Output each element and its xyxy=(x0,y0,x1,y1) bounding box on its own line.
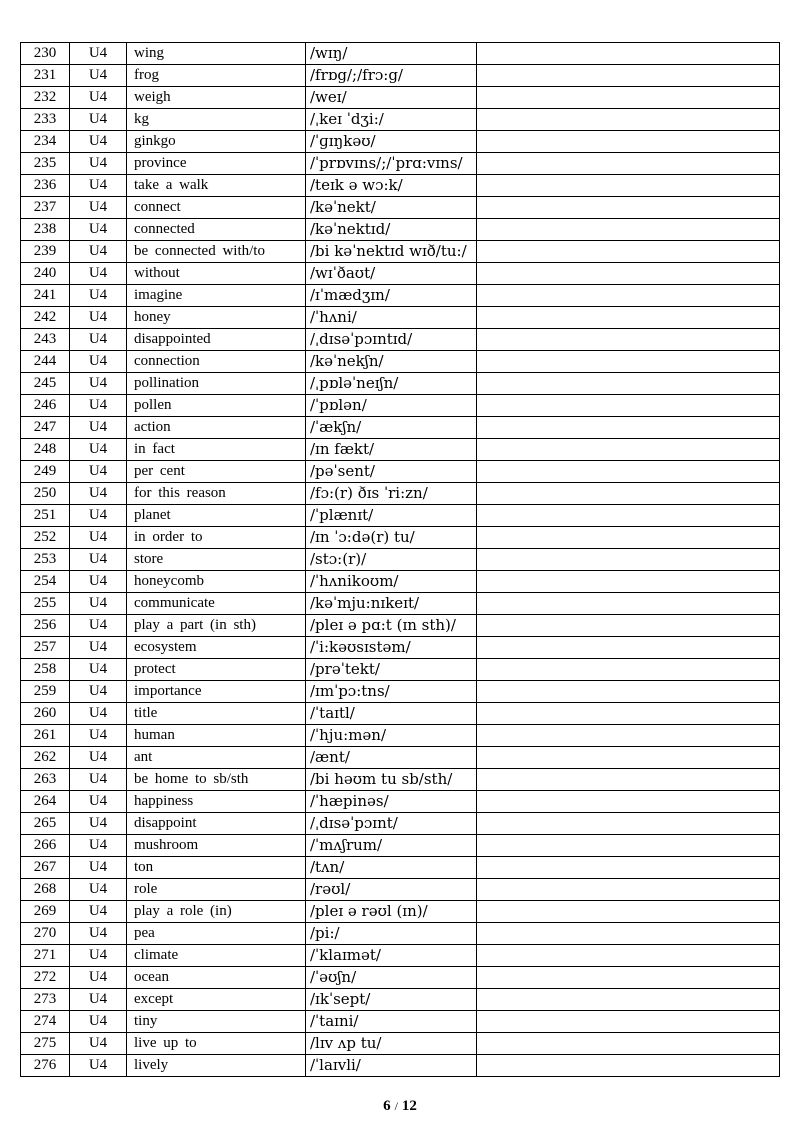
unit-cell: U4 xyxy=(70,241,127,263)
vocabulary-table xyxy=(20,42,780,1077)
word-cell: action xyxy=(127,417,306,439)
entry-number-cell: 269 xyxy=(21,901,70,923)
notes-cell xyxy=(477,1033,780,1055)
notes-cell xyxy=(477,857,780,879)
phonetic-cell: /ænt/ xyxy=(306,747,477,769)
unit-cell: U4 xyxy=(70,813,127,835)
phonetic-cell: /ˈhæpinəs/ xyxy=(306,791,477,813)
table-row xyxy=(21,241,780,263)
word-cell: play a part (in sth) xyxy=(127,615,306,637)
notes-cell xyxy=(477,923,780,945)
notes-cell xyxy=(477,197,780,219)
unit-cell: U4 xyxy=(70,1055,127,1077)
phonetic-cell: /ˈhʌni/ xyxy=(306,307,477,329)
entry-number-cell: 270 xyxy=(21,923,70,945)
table-row xyxy=(21,659,780,681)
entry-number-cell: 241 xyxy=(21,285,70,307)
table-row xyxy=(21,923,780,945)
entry-number-cell: 257 xyxy=(21,637,70,659)
entry-number-cell: 266 xyxy=(21,835,70,857)
entry-number-cell: 273 xyxy=(21,989,70,1011)
word-cell: planet xyxy=(127,505,306,527)
unit-cell: U4 xyxy=(70,329,127,351)
word-cell: pea xyxy=(127,923,306,945)
unit-cell: U4 xyxy=(70,153,127,175)
unit-cell: U4 xyxy=(70,1033,127,1055)
current-page-number: 6 xyxy=(383,1098,391,1114)
word-cell: take a walk xyxy=(127,175,306,197)
unit-cell: U4 xyxy=(70,175,127,197)
table-row xyxy=(21,747,780,769)
entry-number-cell: 249 xyxy=(21,461,70,483)
notes-cell xyxy=(477,219,780,241)
phonetic-cell: /ˈtaɪni/ xyxy=(306,1011,477,1033)
word-cell: climate xyxy=(127,945,306,967)
table-row xyxy=(21,879,780,901)
word-cell: be connected with/to xyxy=(127,241,306,263)
phonetic-cell: /ˌkeɪ ˈdʒi:/ xyxy=(306,109,477,131)
unit-cell: U4 xyxy=(70,967,127,989)
table-row xyxy=(21,901,780,923)
unit-cell: U4 xyxy=(70,549,127,571)
word-cell: imagine xyxy=(127,285,306,307)
entry-number-cell: 238 xyxy=(21,219,70,241)
unit-cell: U4 xyxy=(70,483,127,505)
entry-number-cell: 255 xyxy=(21,593,70,615)
entry-number-cell: 248 xyxy=(21,439,70,461)
unit-cell: U4 xyxy=(70,43,127,65)
notes-cell xyxy=(477,109,780,131)
unit-cell: U4 xyxy=(70,505,127,527)
notes-cell xyxy=(477,373,780,395)
word-cell: ton xyxy=(127,857,306,879)
word-cell: connected xyxy=(127,219,306,241)
notes-cell xyxy=(477,637,780,659)
unit-cell: U4 xyxy=(70,439,127,461)
notes-cell xyxy=(477,87,780,109)
word-cell: honey xyxy=(127,307,306,329)
phonetic-cell: /stɔ:(r)/ xyxy=(306,549,477,571)
word-cell: ocean xyxy=(127,967,306,989)
notes-cell xyxy=(477,351,780,373)
word-cell: store xyxy=(127,549,306,571)
phonetic-cell: /ˌpɒləˈneɪʃn/ xyxy=(306,373,477,395)
phonetic-cell: /weɪ/ xyxy=(306,87,477,109)
unit-cell: U4 xyxy=(70,747,127,769)
word-cell: tiny xyxy=(127,1011,306,1033)
table-row xyxy=(21,417,780,439)
notes-cell xyxy=(477,483,780,505)
word-cell: ginkgo xyxy=(127,131,306,153)
entry-number-cell: 256 xyxy=(21,615,70,637)
unit-cell: U4 xyxy=(70,417,127,439)
word-cell: communicate xyxy=(127,593,306,615)
unit-cell: U4 xyxy=(70,527,127,549)
entry-number-cell: 267 xyxy=(21,857,70,879)
word-cell: ant xyxy=(127,747,306,769)
unit-cell: U4 xyxy=(70,307,127,329)
entry-number-cell: 237 xyxy=(21,197,70,219)
notes-cell xyxy=(477,505,780,527)
phonetic-cell: /lɪv ʌp tu/ xyxy=(306,1033,477,1055)
word-cell: pollen xyxy=(127,395,306,417)
notes-cell xyxy=(477,945,780,967)
phonetic-cell: /bi kəˈnektɪd wɪð/tu:/ xyxy=(306,241,477,263)
entry-number-cell: 230 xyxy=(21,43,70,65)
notes-cell xyxy=(477,285,780,307)
phonetic-cell: /ˈhju:mən/ xyxy=(306,725,477,747)
table-row xyxy=(21,285,780,307)
unit-cell: U4 xyxy=(70,87,127,109)
phonetic-cell: /teɪk ə wɔ:k/ xyxy=(306,175,477,197)
entry-number-cell: 263 xyxy=(21,769,70,791)
entry-number-cell: 243 xyxy=(21,329,70,351)
table-row xyxy=(21,219,780,241)
word-cell: play a role (in) xyxy=(127,901,306,923)
word-cell: in fact xyxy=(127,439,306,461)
word-cell: connection xyxy=(127,351,306,373)
entry-number-cell: 271 xyxy=(21,945,70,967)
phonetic-cell: /ˈpɒlən/ xyxy=(306,395,477,417)
phonetic-cell: /tʌn/ xyxy=(306,857,477,879)
notes-cell xyxy=(477,43,780,65)
unit-cell: U4 xyxy=(70,945,127,967)
entry-number-cell: 246 xyxy=(21,395,70,417)
unit-cell: U4 xyxy=(70,989,127,1011)
notes-cell xyxy=(477,307,780,329)
unit-cell: U4 xyxy=(70,769,127,791)
phonetic-cell: /ˈlaɪvli/ xyxy=(306,1055,477,1077)
phonetic-cell: /wɪŋ/ xyxy=(306,43,477,65)
phonetic-cell: /pleɪ ə rəʊl (ɪn)/ xyxy=(306,901,477,923)
unit-cell: U4 xyxy=(70,131,127,153)
table-row xyxy=(21,373,780,395)
notes-cell xyxy=(477,615,780,637)
notes-cell xyxy=(477,65,780,87)
word-cell: lively xyxy=(127,1055,306,1077)
phonetic-cell: /ˈplænɪt/ xyxy=(306,505,477,527)
phonetic-cell: /ɪn ˈɔ:də(r) tu/ xyxy=(306,527,477,549)
phonetic-cell: /ˈmʌʃrum/ xyxy=(306,835,477,857)
notes-cell xyxy=(477,769,780,791)
phonetic-cell: /kəˈmju:nɪkeɪt/ xyxy=(306,593,477,615)
table-row xyxy=(21,505,780,527)
table-row xyxy=(21,813,780,835)
table-row xyxy=(21,439,780,461)
word-cell: in order to xyxy=(127,527,306,549)
phonetic-cell: /ˈtaɪtl/ xyxy=(306,703,477,725)
vocabulary-table-body xyxy=(21,43,780,1077)
entry-number-cell: 272 xyxy=(21,967,70,989)
phonetic-cell: /ˌdɪsəˈpɔɪntɪd/ xyxy=(306,329,477,351)
table-row xyxy=(21,263,780,285)
entry-number-cell: 232 xyxy=(21,87,70,109)
entry-number-cell: 231 xyxy=(21,65,70,87)
unit-cell: U4 xyxy=(70,197,127,219)
notes-cell xyxy=(477,835,780,857)
unit-cell: U4 xyxy=(70,395,127,417)
unit-cell: U4 xyxy=(70,1011,127,1033)
notes-cell xyxy=(477,813,780,835)
table-row xyxy=(21,769,780,791)
unit-cell: U4 xyxy=(70,65,127,87)
table-row xyxy=(21,1055,780,1077)
notes-cell xyxy=(477,725,780,747)
unit-cell: U4 xyxy=(70,791,127,813)
phonetic-cell: /ˈklaɪmət/ xyxy=(306,945,477,967)
table-row xyxy=(21,197,780,219)
table-row xyxy=(21,571,780,593)
table-row xyxy=(21,593,780,615)
entry-number-cell: 274 xyxy=(21,1011,70,1033)
notes-cell xyxy=(477,329,780,351)
unit-cell: U4 xyxy=(70,263,127,285)
unit-cell: U4 xyxy=(70,351,127,373)
notes-cell xyxy=(477,1055,780,1077)
notes-cell xyxy=(477,593,780,615)
phonetic-cell: /ˈi:kəʊsɪstəm/ xyxy=(306,637,477,659)
entry-number-cell: 253 xyxy=(21,549,70,571)
notes-cell xyxy=(477,791,780,813)
phonetic-cell: /ˈɡɪŋkəʊ/ xyxy=(306,131,477,153)
phonetic-cell: /rəʊl/ xyxy=(306,879,477,901)
word-cell: wing xyxy=(127,43,306,65)
notes-cell xyxy=(477,549,780,571)
table-row xyxy=(21,43,780,65)
notes-cell xyxy=(477,747,780,769)
entry-number-cell: 259 xyxy=(21,681,70,703)
notes-cell xyxy=(477,571,780,593)
notes-cell xyxy=(477,131,780,153)
notes-cell xyxy=(477,681,780,703)
table-row xyxy=(21,461,780,483)
unit-cell: U4 xyxy=(70,571,127,593)
word-cell: happiness xyxy=(127,791,306,813)
word-cell: mushroom xyxy=(127,835,306,857)
word-cell: protect xyxy=(127,659,306,681)
entry-number-cell: 239 xyxy=(21,241,70,263)
unit-cell: U4 xyxy=(70,681,127,703)
word-cell: disappointed xyxy=(127,329,306,351)
entry-number-cell: 234 xyxy=(21,131,70,153)
notes-cell xyxy=(477,439,780,461)
table-row xyxy=(21,395,780,417)
word-cell: human xyxy=(127,725,306,747)
table-row xyxy=(21,725,780,747)
table-row xyxy=(21,945,780,967)
entry-number-cell: 235 xyxy=(21,153,70,175)
word-cell: honeycomb xyxy=(127,571,306,593)
phonetic-cell: /ɪn fækt/ xyxy=(306,439,477,461)
notes-cell xyxy=(477,967,780,989)
table-row xyxy=(21,307,780,329)
entry-number-cell: 251 xyxy=(21,505,70,527)
notes-cell xyxy=(477,1011,780,1033)
word-cell: without xyxy=(127,263,306,285)
entry-number-cell: 261 xyxy=(21,725,70,747)
notes-cell xyxy=(477,395,780,417)
notes-cell xyxy=(477,263,780,285)
table-row xyxy=(21,483,780,505)
entry-number-cell: 252 xyxy=(21,527,70,549)
entry-number-cell: 264 xyxy=(21,791,70,813)
unit-cell: U4 xyxy=(70,461,127,483)
unit-cell: U4 xyxy=(70,901,127,923)
table-row xyxy=(21,967,780,989)
entry-number-cell: 254 xyxy=(21,571,70,593)
phonetic-cell: /ˈprɒvɪns/;/ˈprɑ:vɪns/ xyxy=(306,153,477,175)
entry-number-cell: 265 xyxy=(21,813,70,835)
table-row xyxy=(21,857,780,879)
phonetic-cell: /frɒg/;/frɔ:g/ xyxy=(306,65,477,87)
word-cell: be home to sb/sth xyxy=(127,769,306,791)
notes-cell xyxy=(477,153,780,175)
entry-number-cell: 242 xyxy=(21,307,70,329)
notes-cell xyxy=(477,527,780,549)
table-row xyxy=(21,351,780,373)
word-cell: kg xyxy=(127,109,306,131)
word-cell: importance xyxy=(127,681,306,703)
notes-cell xyxy=(477,461,780,483)
unit-cell: U4 xyxy=(70,923,127,945)
phonetic-cell: /prəˈtekt/ xyxy=(306,659,477,681)
notes-cell xyxy=(477,175,780,197)
word-cell: frog xyxy=(127,65,306,87)
table-row xyxy=(21,175,780,197)
phonetic-cell: /pleɪ ə pɑ:t (ɪn sth)/ xyxy=(306,615,477,637)
unit-cell: U4 xyxy=(70,879,127,901)
entry-number-cell: 233 xyxy=(21,109,70,131)
table-row xyxy=(21,989,780,1011)
phonetic-cell: /wɪˈðaʊt/ xyxy=(306,263,477,285)
table-row xyxy=(21,87,780,109)
word-cell: pollination xyxy=(127,373,306,395)
table-row xyxy=(21,65,780,87)
entry-number-cell: 245 xyxy=(21,373,70,395)
table-row xyxy=(21,835,780,857)
phonetic-cell: /kəˈnektɪd/ xyxy=(306,219,477,241)
word-cell: ecosystem xyxy=(127,637,306,659)
entry-number-cell: 258 xyxy=(21,659,70,681)
phonetic-cell: /fɔ:(r) ðɪs ˈri:zn/ xyxy=(306,483,477,505)
word-cell: per cent xyxy=(127,461,306,483)
page-separator: / xyxy=(394,1099,398,1113)
unit-cell: U4 xyxy=(70,703,127,725)
table-row xyxy=(21,1033,780,1055)
entry-number-cell: 240 xyxy=(21,263,70,285)
phonetic-cell: /ɪˈmædʒɪn/ xyxy=(306,285,477,307)
word-cell: except xyxy=(127,989,306,1011)
unit-cell: U4 xyxy=(70,659,127,681)
notes-cell xyxy=(477,901,780,923)
entry-number-cell: 275 xyxy=(21,1033,70,1055)
notes-cell xyxy=(477,241,780,263)
table-row xyxy=(21,791,780,813)
phonetic-cell: /ˈəʊʃn/ xyxy=(306,967,477,989)
unit-cell: U4 xyxy=(70,285,127,307)
table-row xyxy=(21,131,780,153)
notes-cell xyxy=(477,659,780,681)
page-indicator xyxy=(0,1098,800,1115)
entry-number-cell: 247 xyxy=(21,417,70,439)
total-page-count: 12 xyxy=(401,1098,417,1114)
notes-cell xyxy=(477,879,780,901)
phonetic-cell: /ɪkˈsept/ xyxy=(306,989,477,1011)
table-row xyxy=(21,1011,780,1033)
phonetic-cell: /ˈhʌnikoʊm/ xyxy=(306,571,477,593)
phonetic-cell: /ˌdɪsəˈpɔɪnt/ xyxy=(306,813,477,835)
word-cell: disappoint xyxy=(127,813,306,835)
table-row xyxy=(21,615,780,637)
unit-cell: U4 xyxy=(70,109,127,131)
phonetic-cell: /kəˈnekʃn/ xyxy=(306,351,477,373)
notes-cell xyxy=(477,989,780,1011)
phonetic-cell: /ˈækʃn/ xyxy=(306,417,477,439)
phonetic-cell: /ɪmˈpɔ:tns/ xyxy=(306,681,477,703)
phonetic-cell: /kəˈnekt/ xyxy=(306,197,477,219)
notes-cell xyxy=(477,703,780,725)
entry-number-cell: 250 xyxy=(21,483,70,505)
unit-cell: U4 xyxy=(70,637,127,659)
table-row xyxy=(21,527,780,549)
table-row xyxy=(21,703,780,725)
entry-number-cell: 268 xyxy=(21,879,70,901)
entry-number-cell: 276 xyxy=(21,1055,70,1077)
word-cell: for this reason xyxy=(127,483,306,505)
phonetic-cell: /pi:/ xyxy=(306,923,477,945)
table-row xyxy=(21,681,780,703)
word-cell: province xyxy=(127,153,306,175)
word-cell: title xyxy=(127,703,306,725)
unit-cell: U4 xyxy=(70,857,127,879)
phonetic-cell: /pəˈsent/ xyxy=(306,461,477,483)
table-row xyxy=(21,637,780,659)
word-cell: role xyxy=(127,879,306,901)
unit-cell: U4 xyxy=(70,615,127,637)
notes-cell xyxy=(477,417,780,439)
word-cell: connect xyxy=(127,197,306,219)
entry-number-cell: 260 xyxy=(21,703,70,725)
entry-number-cell: 244 xyxy=(21,351,70,373)
word-cell: live up to xyxy=(127,1033,306,1055)
word-cell: weigh xyxy=(127,87,306,109)
entry-number-cell: 262 xyxy=(21,747,70,769)
unit-cell: U4 xyxy=(70,219,127,241)
table-row xyxy=(21,109,780,131)
table-row xyxy=(21,153,780,175)
unit-cell: U4 xyxy=(70,725,127,747)
phonetic-cell: /bi həʊm tu sb/sth/ xyxy=(306,769,477,791)
entry-number-cell: 236 xyxy=(21,175,70,197)
unit-cell: U4 xyxy=(70,593,127,615)
table-row xyxy=(21,549,780,571)
table-row xyxy=(21,329,780,351)
unit-cell: U4 xyxy=(70,373,127,395)
unit-cell: U4 xyxy=(70,835,127,857)
